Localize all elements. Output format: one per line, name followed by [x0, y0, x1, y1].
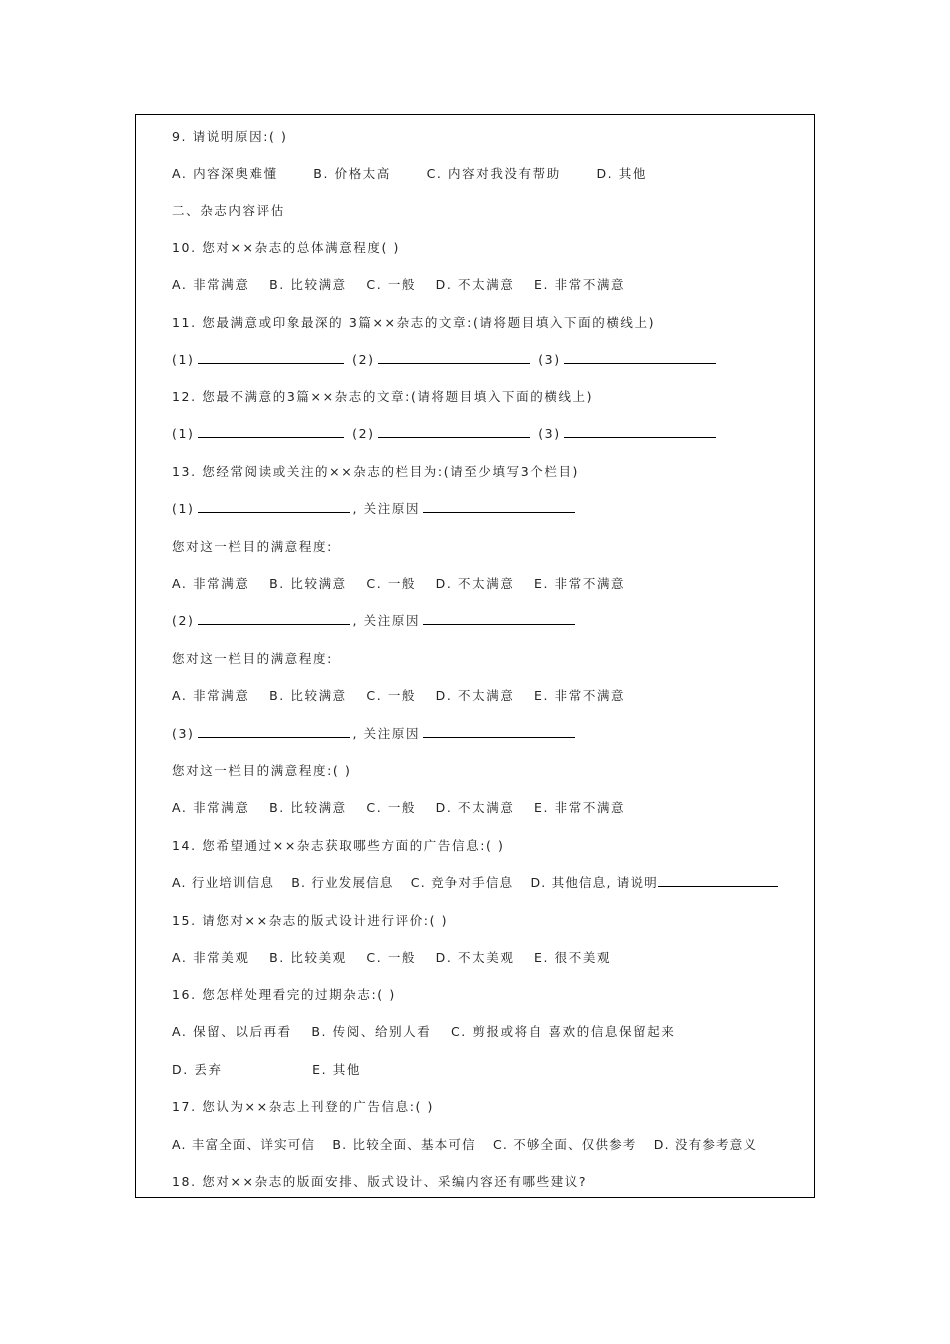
question-14-options	[172, 872, 781, 894]
blank-label-1: (1)	[172, 352, 195, 367]
column-label-2: (2)	[172, 613, 195, 628]
blank-label-2: (2)	[352, 352, 375, 367]
option-a[interactable]: A. 非常美观	[172, 950, 250, 965]
option-e[interactable]: E. 非常不满意	[534, 688, 626, 703]
column-entry-2	[172, 610, 578, 632]
option-b[interactable]: B. 比较满意	[269, 576, 347, 591]
option-c[interactable]: C. 一般	[366, 576, 417, 591]
answer-blank-2[interactable]	[378, 423, 530, 438]
blank-label-2: (2)	[352, 426, 375, 441]
option-d[interactable]: D. 其他信息, 请说明	[530, 875, 658, 890]
satisfaction-options-1	[172, 573, 625, 595]
option-d[interactable]: D. 不太满意	[435, 576, 515, 591]
satisfaction-question-1: 您对这一栏目的满意程度:	[172, 539, 333, 554]
satisfaction-question-3: 您对这一栏目的满意程度:( )	[172, 763, 352, 778]
option-a[interactable]: A. 行业培训信息	[172, 875, 275, 890]
reason-label: , 关注原因	[352, 726, 421, 741]
option-b[interactable]: B. 比较全面、基本可信	[332, 1137, 476, 1152]
option-c[interactable]: C. 一般	[366, 800, 417, 815]
answer-blank-3[interactable]	[564, 349, 716, 364]
section-heading: 二、杂志内容评估	[172, 203, 285, 218]
answer-blank-3[interactable]	[564, 423, 716, 438]
satisfaction-question-2: 您对这一栏目的满意程度:	[172, 651, 333, 666]
question-18: 18. 您对××杂志的版面安排、版式设计、采编内容还有哪些建议?	[172, 1174, 588, 1189]
option-c[interactable]: C. 内容对我没有帮助	[426, 166, 561, 181]
question-16-options-row2	[172, 1059, 361, 1081]
answer-blank-1[interactable]	[198, 349, 344, 364]
option-e[interactable]: E. 非常不满意	[534, 576, 626, 591]
question-15: 15. 请您对××杂志的版式设计进行评价:( )	[172, 913, 449, 928]
option-d[interactable]: D. 没有参考意义	[653, 1137, 758, 1152]
option-a[interactable]: A. 保留、以后再看	[172, 1024, 292, 1039]
question-15-options	[172, 947, 611, 969]
other-info-blank[interactable]	[658, 872, 778, 887]
option-e[interactable]: E. 非常不满意	[534, 277, 626, 292]
reason-blank-2[interactable]	[423, 610, 575, 625]
option-d[interactable]: D. 丢弃	[172, 1062, 223, 1077]
reason-blank-1[interactable]	[423, 498, 575, 513]
reason-blank-3[interactable]	[423, 723, 575, 738]
option-b[interactable]: B. 比较满意	[269, 277, 347, 292]
option-a[interactable]: A. 非常满意	[172, 800, 250, 815]
question-17-options	[172, 1134, 757, 1156]
option-c[interactable]: C. 一般	[366, 688, 417, 703]
column-entry-1	[172, 498, 578, 520]
option-c[interactable]: C. 一般	[366, 950, 417, 965]
column-label-1: (1)	[172, 501, 195, 516]
reason-label: , 关注原因	[352, 501, 421, 516]
option-c[interactable]: C. 一般	[366, 277, 417, 292]
reason-label: , 关注原因	[352, 613, 421, 628]
option-a[interactable]: A. 非常满意	[172, 576, 250, 591]
option-d[interactable]: D. 其他	[596, 166, 648, 181]
question-16-options-row1	[172, 1021, 675, 1043]
blank-label-3: (3)	[538, 426, 561, 441]
option-a[interactable]: A. 非常满意	[172, 277, 250, 292]
satisfaction-options-2	[172, 685, 625, 707]
question-9-options	[172, 163, 647, 185]
option-c[interactable]: C. 剪报或将自 喜欢的信息保留起来	[450, 1024, 676, 1039]
question-9: 9. 请说明原因:( )	[172, 129, 288, 144]
option-d[interactable]: D. 不太满意	[435, 800, 515, 815]
option-d[interactable]: D. 不太满意	[435, 277, 515, 292]
option-d[interactable]: D. 不太满意	[435, 688, 515, 703]
answer-blank-1[interactable]	[198, 423, 344, 438]
option-b[interactable]: B. 行业发展信息	[291, 875, 394, 890]
column-blank-1[interactable]	[198, 498, 350, 513]
option-c[interactable]: C. 不够全面、仅供参考	[493, 1137, 637, 1152]
option-a[interactable]: A. 内容深奥难懂	[172, 166, 278, 181]
option-b[interactable]: B. 价格太高	[313, 166, 391, 181]
option-e[interactable]: E. 非常不满意	[534, 800, 626, 815]
option-b[interactable]: B. 传阅、给别人看	[311, 1024, 432, 1039]
blank-label-3: (3)	[538, 352, 561, 367]
question-13: 13. 您经常阅读或关注的××杂志的栏目为:(请至少填写3个栏目)	[172, 464, 580, 479]
question-11: 11. 您最满意或印象最深的 3篇××杂志的文章:(请将题目填入下面的横线上)	[172, 315, 656, 330]
option-b[interactable]: B. 比较满意	[269, 800, 347, 815]
option-e[interactable]: E. 其他	[312, 1062, 362, 1077]
option-c[interactable]: C. 竞争对手信息	[410, 875, 514, 890]
option-a[interactable]: A. 非常满意	[172, 688, 250, 703]
option-b[interactable]: B. 比较满意	[269, 688, 347, 703]
question-17: 17. 您认为××杂志上刊登的广告信息:( )	[172, 1099, 435, 1114]
column-label-3: (3)	[172, 726, 195, 741]
blank-label-1: (1)	[172, 426, 195, 441]
question-11-blanks	[172, 349, 719, 371]
question-16: 16. 您怎样处理看完的过期杂志:( )	[172, 987, 396, 1002]
column-blank-3[interactable]	[198, 723, 350, 738]
question-10-options	[172, 274, 625, 296]
column-entry-3	[172, 723, 578, 745]
column-blank-2[interactable]	[198, 610, 350, 625]
question-14: 14. 您希望通过××杂志获取哪些方面的广告信息:( )	[172, 838, 505, 853]
satisfaction-options-3	[172, 797, 625, 819]
option-e[interactable]: E. 很不美观	[534, 950, 612, 965]
option-d[interactable]: D. 不太美观	[435, 950, 515, 965]
question-12: 12. 您最不满意的3篇××杂志的文章:(请将题目填入下面的横线上)	[172, 389, 594, 404]
answer-blank-2[interactable]	[378, 349, 530, 364]
question-10: 10. 您对××杂志的总体满意程度( )	[172, 240, 401, 255]
option-b[interactable]: B. 比较美观	[269, 950, 347, 965]
option-a[interactable]: A. 丰富全面、详实可信	[172, 1137, 316, 1152]
question-12-blanks	[172, 423, 719, 445]
